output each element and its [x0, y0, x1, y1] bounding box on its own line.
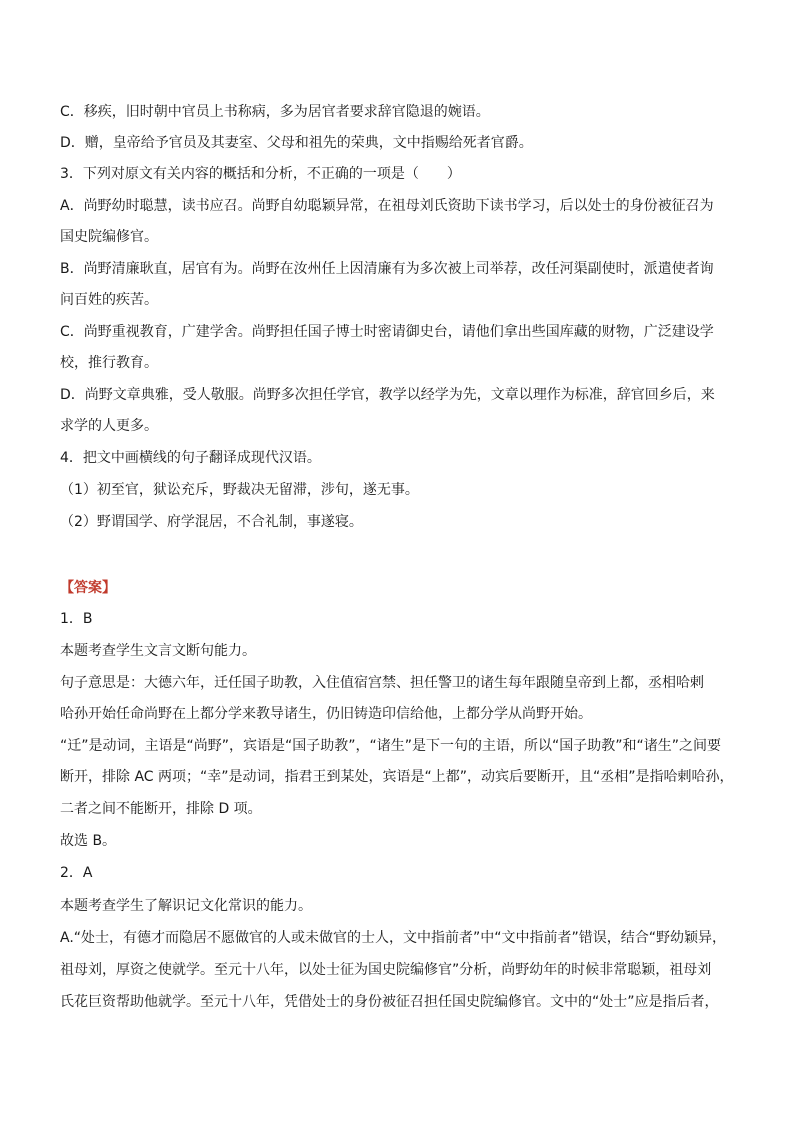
answer-2-line: 祖母刘，厚资之使就学。至元十八年，以处士征为国史院编修官”分析，尚野幼年的时候非常聪颖，祖母刘 — [60, 962, 712, 978]
question-4-stem: 4．把文中画横线的句子翻译成现代汉语。 — [60, 450, 321, 466]
q3-option-c-line2: 校，推行教育。 — [60, 355, 158, 371]
option-c-line: C．移疾，旧时朝中官员上书称病，多为居官者要求辞官隐退的婉语。 — [60, 104, 490, 120]
q3-option-a-line1: A．尚野幼时聪慧，读书应召。尚野自幼聪颖异常，在祖母刘氏资助下读书学习，后以处士的身份被征召为 — [60, 198, 714, 214]
q3-option-a-line2: 国史院编修官。 — [60, 229, 158, 245]
option-d-line: D．赠，皇帝给予官员及其妻室、父母和祖先的荣典，文中指赐给死者官爵。 — [60, 135, 533, 151]
q3-option-d-line2: 求学的人更多。 — [60, 418, 158, 434]
q3-option-c-line1: C．尚野重视教育，广建学舍。尚野担任国子博士时密请御史台，请他们拿出些国库藏的财物，广泛建设学 — [60, 324, 714, 340]
answer-2-line: 氏花巨资帮助他就学。至元十八年，凭借处士的身份被征召担任国史院编修官。文中的“处士”应是指后者， — [60, 994, 719, 1010]
answer-1-line: 断开，排除 AC 两项；“幸”是动词，指君王到某处，宾语是“上都”，动宾后要断开，且“丞相”是指哈剌哈孙， — [60, 769, 734, 785]
q4-sentence-2: （2）野谓国学、府学混居，不合礼制，事遂寝。 — [60, 514, 363, 530]
answer-1-line: 本题考查学生文言文断句能力。 — [60, 643, 256, 659]
q3-option-b-line1: B．尚野清廉耿直，居官有为。尚野在汝州任上因清廉有为多次被上司举荐，改任河渠副使时，派遣使者询 — [60, 261, 714, 277]
q3-option-d-line1: D．尚野文章典雅，受人敬服。尚野多次担任学官，教学以经学为先，文章以理作为标准，辞官回乡后，来 — [60, 387, 715, 403]
answer-2-number: 2．A — [60, 865, 93, 881]
answer-2-line: A.“处士，有德才而隐居不愿做官的人或未做官的士人，文中指前者”中“文中指前者”错误，结合“野幼颖异， — [60, 930, 727, 946]
question-3-stem: 3．下列对原文有关内容的概括和分析，不正确的一项是（ ） — [60, 166, 461, 182]
answer-1-line: 句子意思是：大德六年，迁任国子助教，入住值宿宫禁、担任警卫的诸生每年跟随皇帝到上都，丞相哈剌 — [60, 675, 704, 691]
answer-2-line: 本题考查学生了解识记文化常识的能力。 — [60, 898, 312, 914]
q3-option-b-line2: 问百姓的疾苦。 — [60, 292, 158, 308]
answer-1-line: 二者之间不能断开，排除 D 项。 — [60, 801, 262, 817]
answer-1-line: 哈孙开始任命尚野在上都分学来教导诸生，仍旧铸造印信给他，上都分学从尚野开始。 — [60, 706, 592, 722]
answer-1-line: “迁”是动词，主语是“尚野”，宾语是“国子助教”，“诸生”是下一句的主语，所以“国子助教”和“诸生”之间要 — [60, 738, 722, 754]
answer-1-conclusion: 故选 B。 — [60, 833, 117, 849]
answer-1-number: 1．B — [60, 611, 93, 627]
answer-heading: 【答案】 — [60, 580, 116, 596]
q4-sentence-1: （1）初至官，狱讼充斥，野裁决无留滞，涉旬，遂无事。 — [60, 482, 419, 498]
